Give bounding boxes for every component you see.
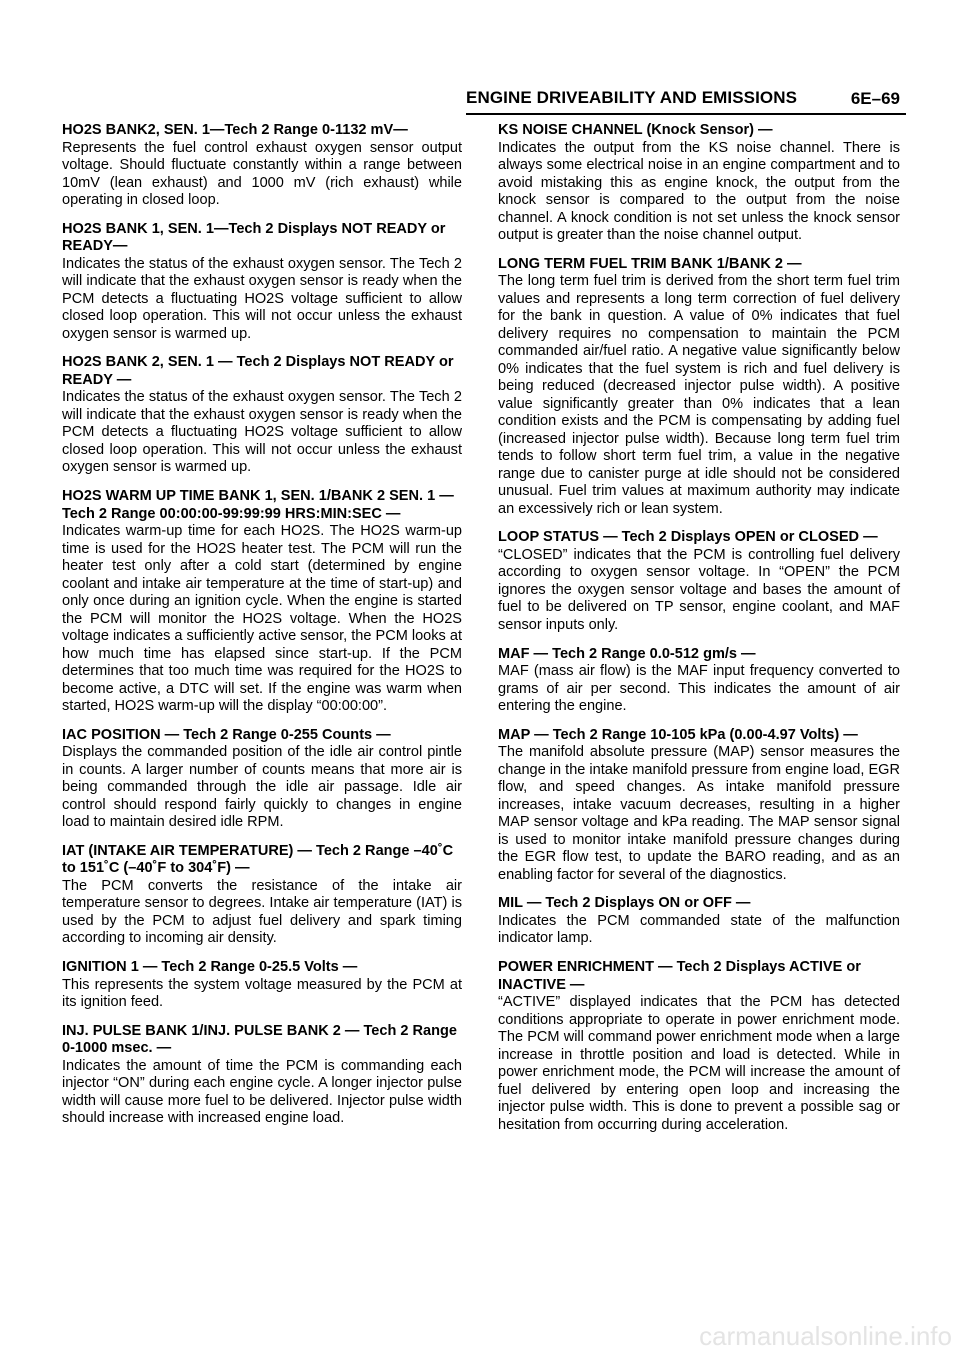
entry-title: HO2S BANK2, SEN. 1—Tech 2 Range 0-1132 mV— [62,122,408,138]
entry-title: MAP — Tech 2 Range 10-105 kPa (0.00-4.97 Volts) — [498,726,858,743]
entry-text: This represents the system voltage measured by the PCM at its ignition feed. [62,976,462,1011]
entry-long-term-fuel-trim [498,256,900,519]
entry-iac-position [62,727,462,832]
entry-title: HO2S BANK 1, SEN. 1—Tech 2 Displays NOT READY or READY— [62,220,446,255]
entry-title: HO2S WARM UP TIME BANK 1, SEN. 1/BANK 2 SEN. 1 — Tech 2 Range 00:00:00-99:99:99 HRS:MIN:SEC — [62,488,454,522]
entry-text: Indicates the PCM commanded state of the malfunction indicator lamp. [498,912,900,947]
entry-title: LOOP STATUS — Tech 2 Displays OPEN or CLOSED — [498,529,878,546]
entry-text: MAF (mass air flow) is the MAF input frequency converted to grams of air per second. This indicates the amount of air entering the engine. [498,663,900,715]
entry-ks-noise-channel [498,122,900,245]
entry-power-enrichment [498,959,900,1134]
entry-iat [62,843,462,948]
left-column [62,122,462,1139]
entry-text: Indicates the output from the KS noise channel. There is always some electrical noise in an engine compartment and to avoid mistaking this as engine knock, the output from the knock sensor is compared to the output from the noise channel. A knock condition is not set unless the knock sensor output is greater than the noise channel output. [498,139,900,243]
entry-inj-pulse [62,1023,462,1128]
entry-title: MAF — Tech 2 Range 0.0-512 gm/s — [498,645,756,662]
entry-map [498,727,900,885]
entry-text: The long term fuel trim is derived from the short term fuel trim values and represents a long term correction of fuel delivery for the bank in question. A value of 0% indicates that fuel delivery requires no compensation to maintain the PCM commanded air/fuel ratio. A negative value significantly below 0% indicates that the fuel system is rich and fuel delivery is being reduced (decreased injector pulse width). A positive value significantly greater than 0% indicates that a lean condition exists and the PCM is compensating by adding fuel (increased injector pulse width). Because long term fuel trim tends to follow short term fuel trim, a value in the negative range due to canister purge at idle should not be considered unusual. Fuel trim values at maximum authority may indicate an excessively rich or lean system. [498,273,900,517]
entry-text: The manifold absolute pressure (MAP) sensor measures the change in the intake manifold pressure from engine load, EGR flow, and speed changes. As intake manifold pressure increases, intake vacuum decreases, resulting in a higher MAP sensor voltage and kPa reading. The MAP sensor signal is used to monitor intake manifold pressure changes during the EGR flow test, to update the BARO reading, and as an enabling factor for several of the diagnostics. [498,744,900,883]
entry-mil [498,895,900,948]
entry-text: Represents the fuel control exhaust oxygen sensor output voltage. Should fluctuate constantly within a range between 10mV (lean exhaust) and 1000 mV (rich exhaust) while operating in closed loop. [62,139,462,208]
entry-title: HO2S BANK 2, SEN. 1 — Tech 2 Displays NOT READY or READY — [62,354,454,388]
entry-title: IAT (INTAKE AIR TEMPERATURE) — Tech 2 Range –40˚C to 151˚C (–40˚F to 304˚F) — [62,842,454,877]
entry-title: LONG TERM FUEL TRIM BANK 1/BANK 2 — [498,255,802,272]
entry-title: IGNITION 1 — Tech 2 Range 0-25.5 Volts — [62,959,358,976]
entry-text: Displays the commanded position of the idle air control pintle in counts. A larger number of counts means that more air is being commanded through the idle air passage. Idle air control should respond fairly quickly to changes in engine load to maintain desired idle RPM. [62,744,462,831]
entry-text: The PCM converts the resistance of the intake air temperature sensor to degrees. Intake air temperature (IAT) is used by the PCM to adjust fuel delivery and spark timing according to incoming air density. [62,877,462,947]
entry-title: POWER ENRICHMENT — Tech 2 Displays ACTIVE or INACTIVE — [498,959,861,993]
entry-text: “ACTIVE” displayed indicates that the PCM has detected conditions appropriate to operate in power enrichment mode. The PCM will command power enrichment mode when a large increase in throttle position and load is detected. While in power enrichment mode, the PCM will increase the amount of fuel delivered by entering open loop and increasing the injector pulse width. This is done to prevent a possible sag or hesitation from occurring during acceleration. [498,994,900,1133]
entry-text: Indicates warm-up time for each HO2S. The HO2S warm-up time is used for the HO2S heater test. The PCM will run the heater test only after a cold start (determined by engine coolant and intake air temperature at the time of start-up) and only once during an ignition cycle. When the engine is started the PCM will monitor the HO2S voltage. When the HO2S voltage indicates a sufficiently active sensor, the PCM looks at how much time has elapsed since start-up. If the PCM determines that too much time was required for the HO2S to become active, a DTC will set. If the engine was warm when started, HO2S warm-up will the display “00:00:00”. [62,523,462,715]
entry-text: Indicates the amount of time the PCM is commanding each injector “ON” during each engine cycle. A longer injector pulse width will cause more fuel to be delivered. Injector pulse width should increase with increased engine load. [62,1057,462,1127]
entry-ho2s-bank2-sen1-status [62,354,462,477]
entry-title: KS NOISE CHANNEL (Knock Sensor) — [498,122,773,138]
right-column [498,122,900,1145]
entry-maf [498,646,900,716]
header-rule [466,113,906,115]
entry-text: “CLOSED” indicates that the PCM is controlling fuel delivery according to oxygen sensor voltage. In “OPEN” the PCM ignores the oxygen sensor voltage and bases the amount of fuel to be delivered on TP sensor, engine coolant, and MAF sensor inputs only. [498,546,900,633]
entry-ignition-1 [62,959,462,1012]
section-title: ENGINE DRIVEABILITY AND EMISSIONS [466,88,798,107]
entry-ho2s-bank2-sen1 [62,122,462,210]
watermark: carmanualsonline.info [699,1321,952,1351]
entry-title: IAC POSITION — Tech 2 Range 0-255 Counts — [62,726,391,743]
entry-loop-status [498,529,900,634]
entry-title: INJ. PULSE BANK 1/INJ. PULSE BANK 2 — Tech 2 Range 0-1000 msec. — [62,1022,458,1057]
page-header [466,88,906,114]
entry-title: MIL — Tech 2 Displays ON or OFF — [498,895,751,912]
entry-ho2s-warm-up-time [62,488,462,716]
entry-text: Indicates the status of the exhaust oxygen sensor. The Tech 2 will indicate that the exhaust oxygen sensor is ready when the PCM detects a fluctuating HO2S voltage sufficient to allow closed loop operation. This will not occur unless the exhaust oxygen sensor is warmed up. [62,255,462,342]
page-number: 6E–69 [850,89,900,108]
entry-ho2s-bank1-sen1-status [62,221,462,344]
entry-text: Indicates the status of the exhaust oxygen sensor. The Tech 2 will indicate that the exhaust oxygen sensor is ready when the PCM detects a fluctuating HO2S voltage sufficient to allow closed loop operation. This will not occur unless the exhaust oxygen sensor is warmed up. [62,389,462,476]
